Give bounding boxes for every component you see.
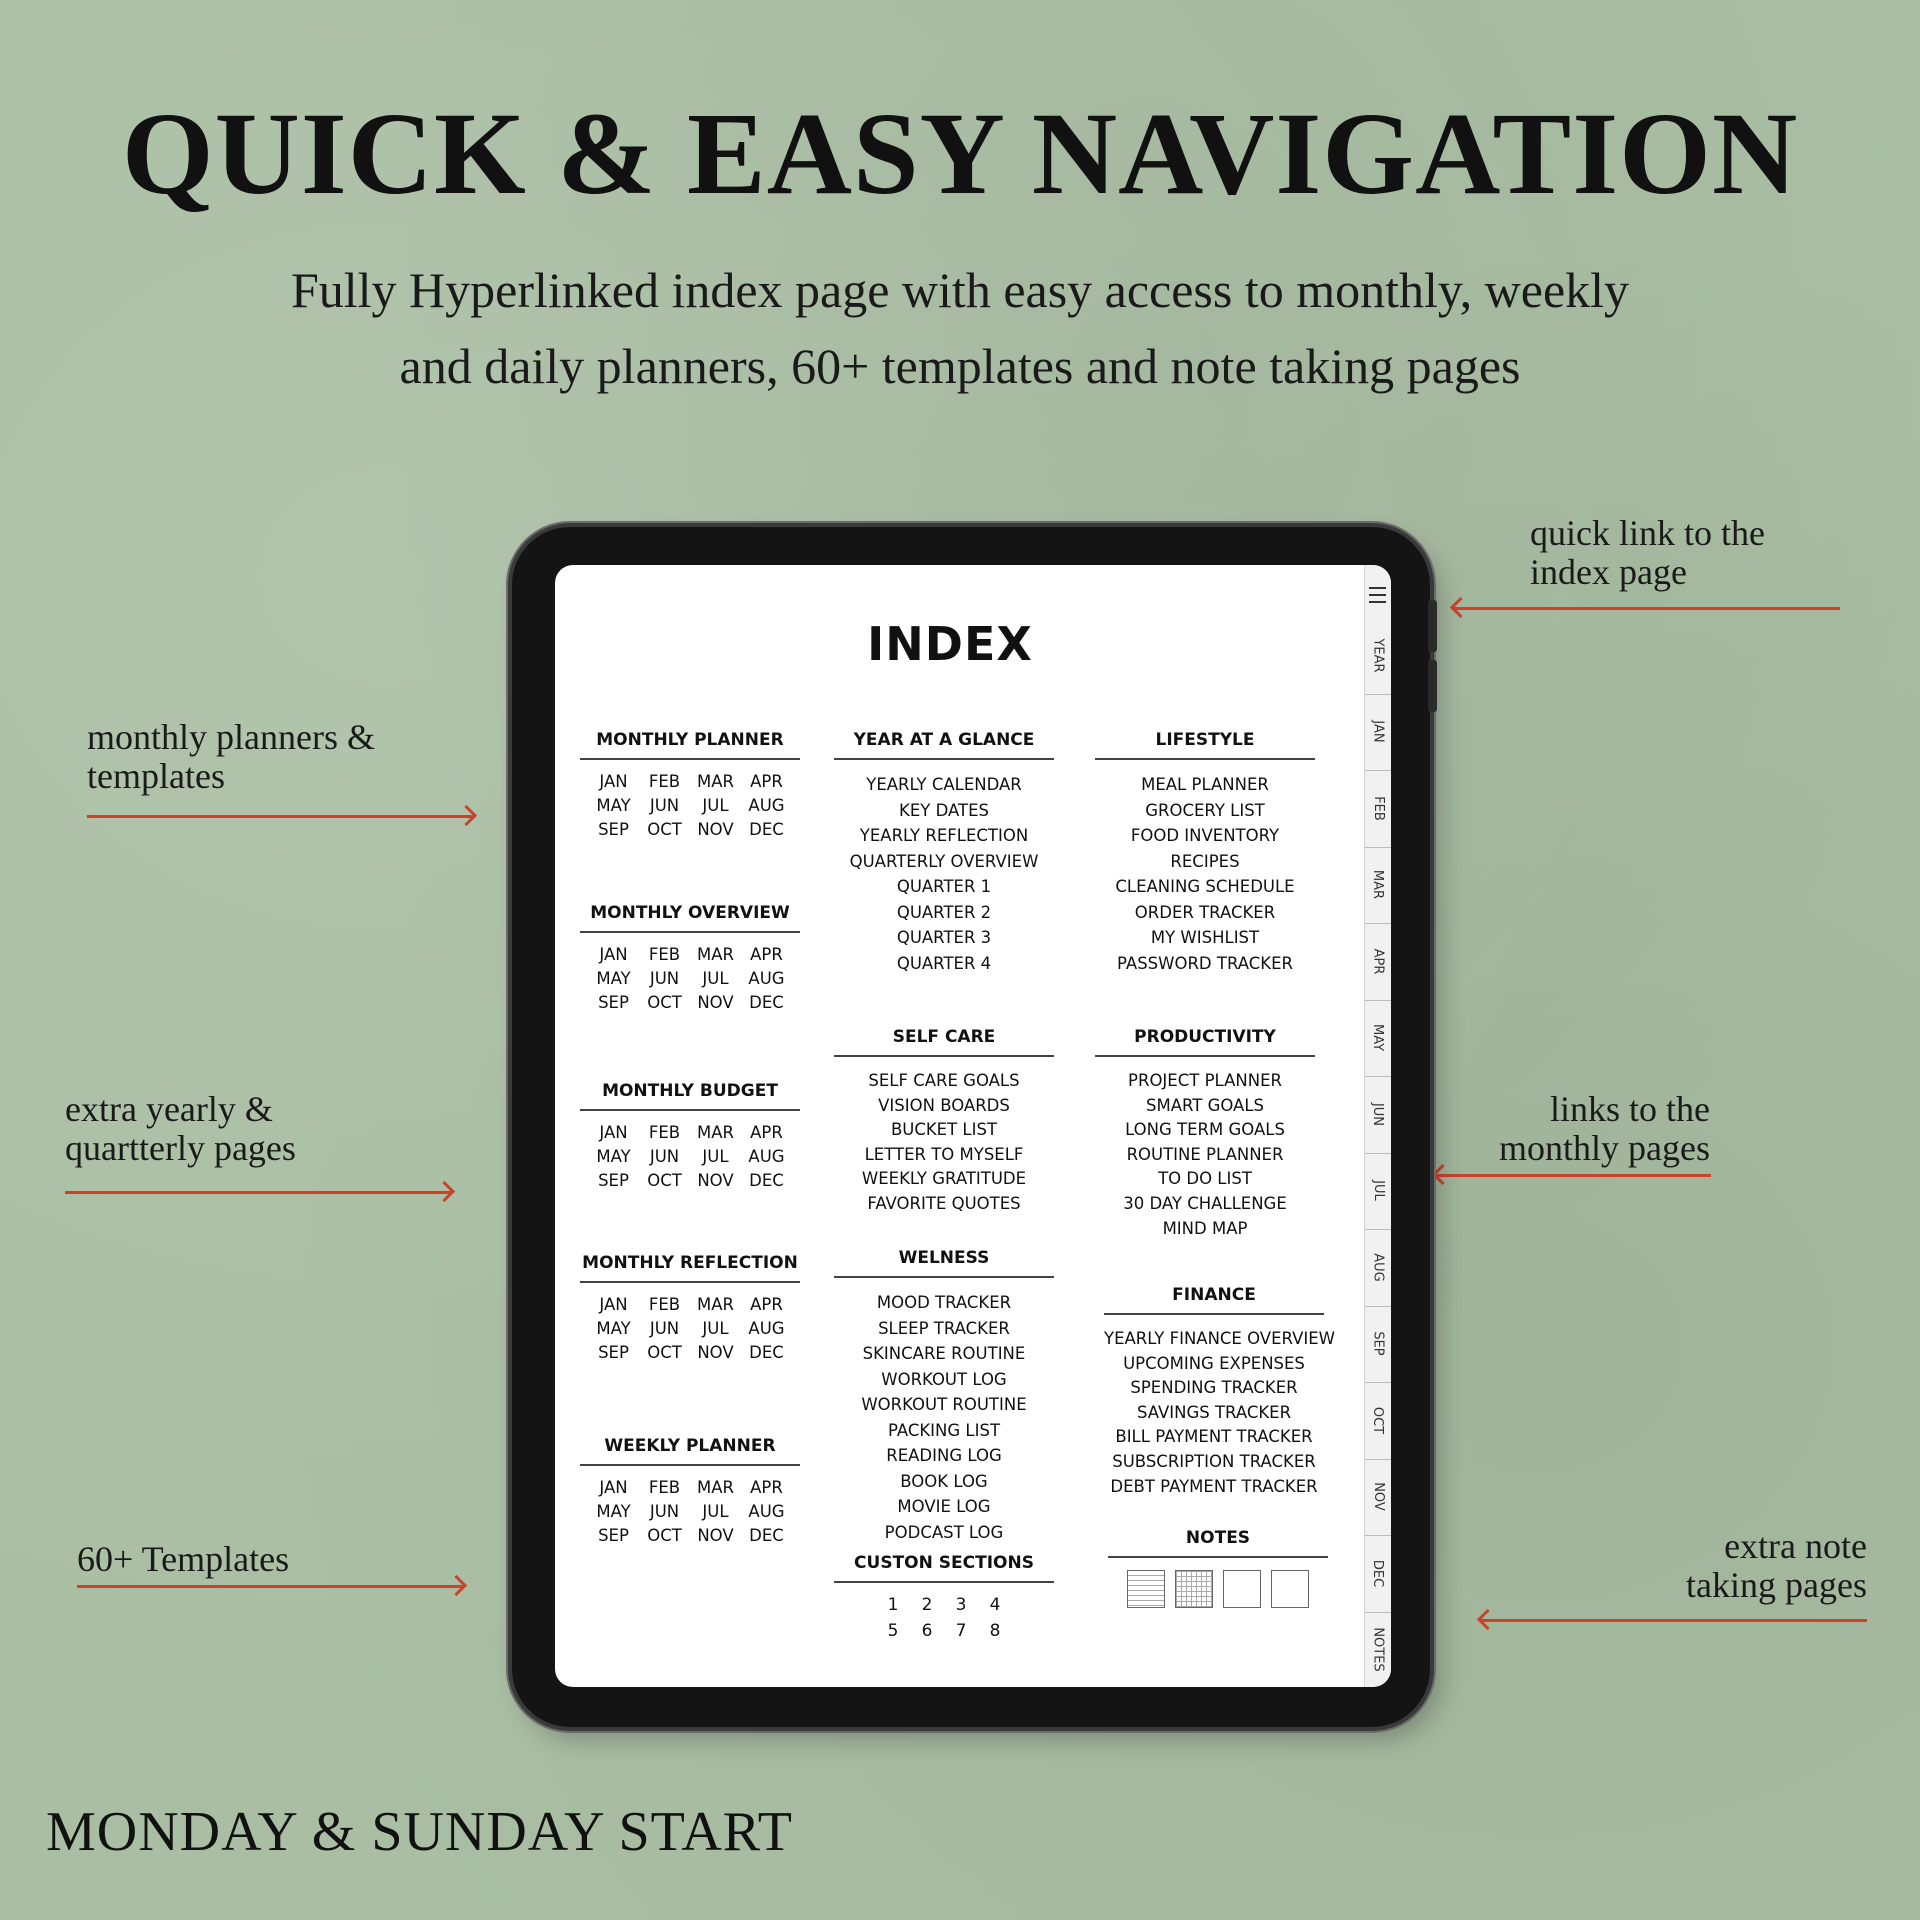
index-link[interactable]: SLEEP TRACKER [878,1318,1010,1338]
month-link[interactable]: APR [750,1295,783,1314]
side-tab-label: DEC [1370,1559,1386,1587]
custom-section-link[interactable]: 7 [955,1621,967,1641]
section-title[interactable]: CUSTON SECTIONS [834,1553,1054,1583]
month-link[interactable]: DEC [749,993,784,1012]
arrow-left [1480,1619,1867,1622]
section-title[interactable]: LIFESTYLE [1095,730,1315,760]
index-link[interactable]: MIND MAP [1162,1218,1248,1238]
month-link[interactable]: NOV [697,1343,734,1362]
index-link[interactable]: MOOD TRACKER [876,1293,1012,1312]
index-link[interactable]: VISION BOARDS [878,1095,1010,1115]
custom-section-link[interactable]: 2 [921,1595,933,1615]
index-link[interactable]: YEARLY FINANCE OVERVIEW [1104,1329,1335,1348]
grid-note-thumbnail[interactable] [1175,1570,1213,1608]
month-link[interactable]: MAR [697,1478,734,1497]
month-link[interactable]: NOV [697,1526,734,1545]
index-link[interactable]: MOVIE LOG [897,1497,991,1516]
index-link[interactable]: SUBSCRIPTION TRACKER [1112,1451,1316,1471]
month-grid [580,1295,800,1362]
index-link[interactable]: WORKOUT ROUTINE [861,1395,1027,1414]
side-tab-label: FEB [1370,795,1386,821]
custom-section-link[interactable]: 1 [887,1595,899,1615]
item-list [1104,1327,1335,1499]
index-link[interactable]: WORKOUT LOG [881,1369,1007,1389]
month-link[interactable]: SEP [598,993,629,1012]
month-link[interactable]: JAN [599,1478,628,1497]
item-list [834,772,1054,976]
month-link[interactable]: JUN [649,1502,680,1521]
index-link[interactable]: BOOK LOG [900,1471,988,1491]
month-link[interactable]: NOV [697,820,734,839]
blank-note-thumbnail[interactable] [1223,1570,1261,1608]
callout-text: monthly planners & [87,717,375,757]
month-link[interactable]: MAR [697,1295,734,1314]
index-link[interactable]: TO DO LIST [1158,1169,1252,1189]
month-link[interactable]: AUG [748,1502,785,1521]
callout-text: 60+ Templates [77,1539,290,1579]
lined-note-thumbnail[interactable] [1127,1570,1165,1608]
side-tab-strip [1364,565,1391,1687]
month-link[interactable]: DEC [749,1526,784,1545]
month-link[interactable]: JUN [649,1319,680,1338]
index-link[interactable]: QUARTER 1 [896,877,992,896]
arrow-right [77,1585,464,1588]
month-link[interactable]: DEC [749,820,784,839]
index-link[interactable]: READING LOG [886,1446,1002,1465]
index-link[interactable]: LETTER TO MYSELF [864,1144,1024,1164]
index-link[interactable]: FOOD INVENTORY [1130,826,1280,845]
section-monthly-overview [580,903,800,1012]
callout-templates [77,1540,289,1579]
index-title: INDEX [867,617,1033,671]
side-tab[interactable] [1365,1229,1391,1307]
custom-section-link[interactable]: 4 [989,1595,1001,1615]
footer-note: MONDAY & SUNDAY START [46,1801,793,1863]
section-monthly-budget [580,1081,800,1190]
side-tab[interactable] [1365,1076,1391,1154]
callout-text: templates [87,756,225,796]
custom-section-link[interactable]: 8 [989,1621,1001,1641]
callout-monthly-links [1390,1090,1710,1168]
index-link[interactable]: SKINCARE ROUTINE [862,1344,1026,1363]
callout-text: quartterly pages [65,1128,296,1168]
side-tab-label: APR [1370,948,1386,975]
side-tab-label: JAN [1370,720,1386,743]
note-thumbnails [1108,1570,1328,1608]
side-tab-label: YEAR [1370,638,1386,673]
index-link[interactable]: KEY DATES [899,800,989,820]
index-link[interactable]: CLEANING SCHEDULE [1115,877,1295,896]
index-link[interactable]: ORDER TRACKER [1134,902,1276,922]
menu-icon[interactable] [1369,587,1386,603]
item-list [834,1290,1054,1545]
side-tab-label: JUN [1370,1102,1386,1126]
month-grid [580,772,800,839]
callout-text: index page [1530,552,1687,592]
index-link[interactable]: YEARLY REFLECTION [859,826,1029,845]
month-link[interactable]: JAN [599,1123,628,1142]
index-link[interactable]: PACKING LIST [887,1420,1001,1440]
index-link[interactable]: 30 DAY CHALLENGE [1123,1193,1287,1213]
subheadline-line-2: and daily planners, 60+ templates and note taking pages [399,338,1521,394]
month-link[interactable]: OCT [647,820,682,839]
index-link[interactable]: PASSWORD TRACKER [1117,953,1293,973]
callout-text: extra note [1724,1526,1867,1566]
index-link[interactable]: SPENDING TRACKER [1130,1378,1298,1398]
side-tab-label: MAY [1370,1024,1386,1052]
callout-text: extra yearly & [65,1089,273,1129]
subheadline-line-1: Fully Hyperlinked index page with easy access to monthly, weekly [290,262,1630,318]
index-link[interactable]: QUARTERLY OVERVIEW [849,851,1039,871]
custom-section-link[interactable]: 5 [887,1621,899,1641]
section-title[interactable]: SELF CARE [834,1027,1054,1057]
month-link[interactable]: FEB [648,945,681,964]
month-link[interactable]: FEB [648,1123,681,1142]
side-tab-label: AUG [1370,1253,1386,1282]
side-tab[interactable] [1365,847,1391,925]
month-link[interactable]: DEC [749,1171,784,1190]
index-link[interactable]: PODCAST LOG [884,1522,1004,1542]
side-button [1428,600,1437,652]
callout-quick-link [1530,514,1765,592]
month-link[interactable]: MAR [697,1123,734,1142]
month-link[interactable]: AUG [748,1147,785,1166]
month-link[interactable]: JAN [599,945,628,964]
month-link[interactable]: APR [750,945,783,964]
side-tab[interactable] [1365,694,1391,772]
month-link[interactable]: APR [750,1123,783,1142]
section-title[interactable]: PRODUCTIVITY [1095,1027,1315,1057]
month-link[interactable]: JUN [649,1147,680,1166]
section-title[interactable]: WEEKLY PLANNER [580,1436,800,1466]
month-link[interactable]: MAY [596,1319,631,1338]
month-link[interactable]: OCT [647,993,682,1012]
month-link[interactable]: AUG [748,969,785,988]
section-title[interactable]: NOTES [1108,1528,1328,1558]
month-link[interactable]: JUN [649,969,680,988]
section-lifestyle [1095,730,1315,976]
side-tab-label: MAR [1370,870,1386,900]
side-tab[interactable] [1365,1612,1391,1688]
month-link[interactable]: APR [750,1478,783,1497]
side-tab[interactable] [1365,617,1391,695]
month-link[interactable]: FEB [648,1478,681,1497]
index-link[interactable]: QUARTER 3 [896,928,992,947]
index-link[interactable]: MY WISHLIST [1150,928,1260,947]
index-link[interactable]: QUARTER 4 [896,953,992,973]
index-link[interactable]: DEBT PAYMENT TRACKER [1110,1476,1318,1496]
number-grid [834,1595,1054,1641]
callout-text: taking pages [1686,1565,1867,1605]
month-link[interactable]: NOV [697,1171,734,1190]
callout-text: monthly pages [1499,1128,1710,1168]
month-link[interactable]: FEB [648,1295,681,1314]
section-self-care [834,1027,1054,1217]
month-link[interactable]: APR [750,772,783,791]
month-link[interactable]: FEB [648,772,681,791]
custom-section-link[interactable]: 3 [955,1595,967,1615]
index-link[interactable]: QUARTER 2 [896,902,992,922]
side-tab-label: SEP [1370,1331,1386,1356]
section-title[interactable]: MONTHLY REFLECTION [580,1253,800,1283]
index-link[interactable]: LONG TERM GOALS [1125,1120,1285,1140]
index-link[interactable]: BUCKET LIST [890,1120,998,1140]
index-link[interactable]: GROCERY LIST [1145,800,1265,820]
callout-note-pages [1547,1527,1867,1605]
arrow-left [1453,607,1840,610]
month-link[interactable]: SEP [598,1343,629,1362]
index-link[interactable]: FAVORITE QUOTES [867,1193,1021,1213]
index-link[interactable]: YEARLY CALENDAR [866,775,1022,794]
month-link[interactable]: MAY [596,1502,631,1521]
month-link[interactable]: JUL [702,796,729,815]
month-link[interactable]: AUG [748,1319,785,1338]
month-link[interactable]: SEP [598,1171,629,1190]
side-tab[interactable] [1365,1382,1391,1460]
custom-section-link[interactable]: 6 [921,1621,933,1641]
index-link[interactable]: SMART GOALS [1145,1095,1265,1115]
month-link[interactable]: AUG [748,796,785,815]
month-grid [580,1478,800,1545]
side-tab[interactable] [1365,1000,1391,1078]
section-title[interactable]: FINANCE [1104,1285,1324,1315]
month-link[interactable]: MAY [596,796,631,815]
month-link[interactable]: JUN [649,796,680,815]
month-link[interactable]: MAR [697,945,734,964]
section-title[interactable]: WELNESS [834,1248,1054,1278]
index-link[interactable]: BILL PAYMENT TRACKER [1115,1427,1313,1447]
side-tab[interactable] [1365,1535,1391,1613]
side-tab[interactable] [1365,1306,1391,1384]
section-title[interactable]: YEAR AT A GLANCE [834,730,1054,760]
side-tab-label: NOV [1370,1482,1386,1512]
section-notes [1108,1528,1328,1608]
section-monthly-reflection [580,1253,800,1362]
month-link[interactable]: JAN [599,1295,628,1314]
side-tab[interactable] [1365,1459,1391,1537]
side-tab[interactable] [1365,1153,1391,1231]
index-link[interactable]: ROUTINE PLANNER [1126,1144,1284,1164]
index-link[interactable]: SELF CARE GOALS [868,1071,1020,1090]
month-link[interactable]: SEP [598,820,629,839]
callout-text: quick link to the [1530,513,1765,553]
month-link[interactable]: MAY [596,969,631,988]
month-link[interactable]: OCT [647,1343,682,1362]
month-grid [580,945,800,1012]
section-weekly-planner [580,1436,800,1545]
arrow-right [87,815,474,818]
index-link[interactable]: WEEKLY GRATITUDE [861,1169,1027,1189]
month-link[interactable]: JUL [702,1502,729,1521]
section-title[interactable]: MONTHLY BUDGET [580,1081,800,1111]
section-finance [1104,1285,1335,1499]
section-title[interactable]: MONTHLY OVERVIEW [580,903,800,933]
callout-monthly-planners [87,718,375,796]
section-welness [834,1248,1054,1545]
month-link[interactable]: MAR [697,772,734,791]
arrow-left [1435,1174,1711,1177]
side-tab[interactable] [1365,923,1391,1001]
subheadline [0,252,1920,404]
month-link[interactable]: JUL [702,969,729,988]
section-productivity [1095,1027,1315,1241]
section-title[interactable]: MONTHLY PLANNER [580,730,800,760]
arrow-right [65,1191,452,1194]
month-link[interactable]: DEC [749,1343,784,1362]
item-list [1095,1069,1315,1241]
month-link[interactable]: JUL [702,1319,729,1338]
month-link[interactable]: OCT [647,1526,682,1545]
headline: QUICK & EASY NAVIGATION [121,88,1799,219]
month-link[interactable]: OCT [647,1171,682,1190]
section-monthly-planner [580,730,800,839]
month-link[interactable]: SEP [598,1526,629,1545]
side-tab[interactable] [1365,770,1391,848]
index-link[interactable]: PROJECT PLANNER [1128,1071,1282,1090]
index-link[interactable]: RECIPES [1170,851,1240,871]
index-link[interactable]: SAVINGS TRACKER [1136,1402,1292,1422]
item-list [1095,772,1315,976]
tablet-screen [555,565,1391,1687]
callout-extra-yearly [65,1090,296,1168]
section-custom-sections [834,1553,1054,1641]
month-link[interactable]: MAY [596,1147,631,1166]
month-grid [580,1123,800,1190]
side-tab-label: JUL [1370,1180,1386,1202]
item-list [834,1069,1054,1217]
month-link[interactable]: NOV [697,993,734,1012]
month-link[interactable]: JAN [599,772,628,791]
section-year-at-a-glance [834,730,1054,976]
side-tab-label: OCT [1370,1406,1386,1434]
month-link[interactable]: JUL [702,1147,729,1166]
callout-text: links to the [1550,1089,1710,1129]
side-tab-label: NOTES [1370,1627,1386,1672]
side-button [1428,660,1437,712]
index-link[interactable]: UPCOMING EXPENSES [1123,1353,1305,1373]
blank-note-thumbnail[interactable] [1271,1570,1309,1608]
index-link[interactable]: MEAL PLANNER [1141,775,1269,794]
